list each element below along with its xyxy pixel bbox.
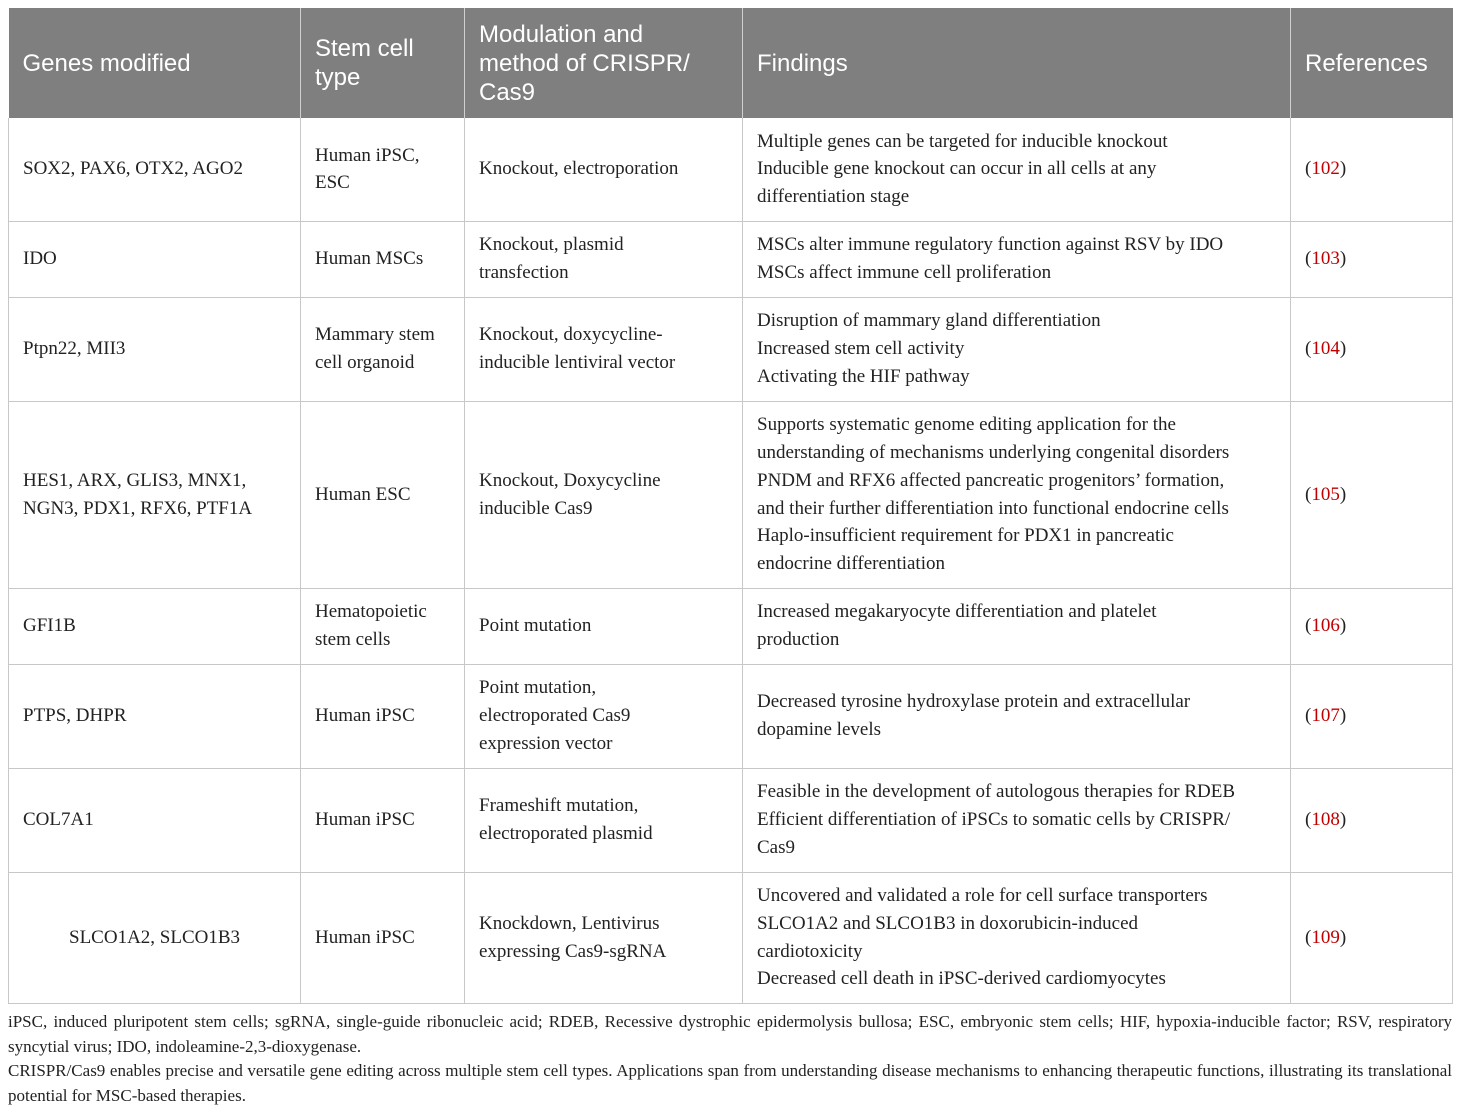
reference-link[interactable]: 109 bbox=[1311, 926, 1340, 948]
reference-link[interactable]: 102 bbox=[1311, 158, 1340, 180]
crispr-stem-cell-table bbox=[8, 8, 1453, 1004]
cell-method: Knockout, plasmid transfection bbox=[465, 221, 743, 297]
cell-method: Knockdown, Lentivirus expressing Cas9-sgRNA bbox=[465, 872, 743, 1003]
header-genes-modified: Genes modified bbox=[9, 8, 301, 118]
summary-footnote: CRISPR/Cas9 enables precise and versatile gene editing across multiple stem cell types. Applications span from understanding disease mechanisms to enhancing therapeutic functions, illustrating its translational potential for MSC-based therapies. bbox=[8, 1061, 1452, 1105]
cell-genes: SOX2, PAX6, OTX2, AGO2 bbox=[9, 118, 301, 221]
cell-reference: (109) bbox=[1291, 872, 1453, 1003]
cell-reference: (104) bbox=[1291, 297, 1453, 401]
cell-findings: Multiple genes can be targeted for inducible knockout Inducible gene knockout can occur in all cells at any differentiation stage bbox=[743, 118, 1291, 221]
cell-stem-cell-type: Mammary stem cell organoid bbox=[301, 297, 465, 401]
cell-stem-cell-type: Hematopoietic stem cells bbox=[301, 588, 465, 664]
table-row bbox=[9, 768, 1453, 872]
table-row bbox=[9, 588, 1453, 664]
cell-findings: Feasible in the development of autologous therapies for RDEB Efficient differentiation of iPSCs to somatic cells by CRISPR/ Cas9 bbox=[743, 768, 1291, 872]
table-footnotes bbox=[8, 1010, 1452, 1108]
cell-method: Knockout, Doxycycline inducible Cas9 bbox=[465, 401, 743, 588]
cell-genes: SLCO1A2, SLCO1B3 bbox=[9, 872, 301, 1003]
cell-method: Knockout, doxycycline- inducible lentiviral vector bbox=[465, 297, 743, 401]
cell-method: Point mutation bbox=[465, 588, 743, 664]
cell-reference: (106) bbox=[1291, 588, 1453, 664]
table-row bbox=[9, 297, 1453, 401]
cell-method: Point mutation, electroporated Cas9 expression vector bbox=[465, 664, 743, 768]
cell-stem-cell-type: Human ESC bbox=[301, 401, 465, 588]
cell-findings: Uncovered and validated a role for cell surface transporters SLCO1A2 and SLCO1B3 in doxorubicin-induced cardiotoxicity Decreased cell death in iPSC-derived cardiomyocytes bbox=[743, 872, 1291, 1003]
cell-stem-cell-type: Human iPSC bbox=[301, 768, 465, 872]
cell-findings: Decreased tyrosine hydroxylase protein and extracellular dopamine levels bbox=[743, 664, 1291, 768]
table-header-row bbox=[9, 8, 1453, 118]
cell-findings: Increased megakaryocyte differentiation and platelet production bbox=[743, 588, 1291, 664]
cell-stem-cell-type: Human iPSC bbox=[301, 664, 465, 768]
cell-stem-cell-type: Human MSCs bbox=[301, 221, 465, 297]
cell-reference: (103) bbox=[1291, 221, 1453, 297]
cell-reference: (105) bbox=[1291, 401, 1453, 588]
reference-link[interactable]: 105 bbox=[1311, 483, 1340, 505]
cell-reference: (107) bbox=[1291, 664, 1453, 768]
cell-reference: (108) bbox=[1291, 768, 1453, 872]
reference-link[interactable]: 107 bbox=[1311, 705, 1340, 727]
table-container bbox=[8, 8, 1452, 1004]
cell-genes: GFI1B bbox=[9, 588, 301, 664]
reference-link[interactable]: 103 bbox=[1311, 248, 1340, 270]
cell-findings: Supports systematic genome editing application for the understanding of mechanisms underlying congenital disorders PNDM and RFX6 affected pancreatic progenitors’ formation, and their further differentiation into functional endocrine cells Haplo-insufficient requirement for PDX1 in pancreatic endocrine differentiation bbox=[743, 401, 1291, 588]
table-row bbox=[9, 872, 1453, 1003]
abbreviations-footnote: iPSC, induced pluripotent stem cells; sgRNA, single-guide ribonucleic acid; RDEB, Recessive dystrophic epidermolysis bullosa; ESC, embryonic stem cells; HIF, hypoxia-inducible factor; RSV, respiratory syncytial virus; IDO, indoleamine-2,3-dioxygenase. bbox=[8, 1012, 1452, 1056]
cell-stem-cell-type: Human iPSC, ESC bbox=[301, 118, 465, 221]
cell-findings: MSCs alter immune regulatory function against RSV by IDO MSCs affect immune cell proliferation bbox=[743, 221, 1291, 297]
header-findings: Findings bbox=[743, 8, 1291, 118]
cell-genes: PTPS, DHPR bbox=[9, 664, 301, 768]
cell-method: Frameshift mutation, electroporated plasmid bbox=[465, 768, 743, 872]
table-row bbox=[9, 664, 1453, 768]
cell-genes: Ptpn22, MII3 bbox=[9, 297, 301, 401]
cell-genes: COL7A1 bbox=[9, 768, 301, 872]
header-stem-cell-type: Stem cell type bbox=[301, 8, 465, 118]
cell-reference: (102) bbox=[1291, 118, 1453, 221]
reference-link[interactable]: 106 bbox=[1311, 615, 1340, 637]
cell-method: Knockout, electroporation bbox=[465, 118, 743, 221]
header-modulation-method: Modulation and method of CRISPR/ Cas9 bbox=[465, 8, 743, 118]
table-row bbox=[9, 401, 1453, 588]
cell-findings: Disruption of mammary gland differentiation Increased stem cell activity Activating the HIF pathway bbox=[743, 297, 1291, 401]
table-row bbox=[9, 221, 1453, 297]
header-references: References bbox=[1291, 8, 1453, 118]
cell-genes: IDO bbox=[9, 221, 301, 297]
cell-stem-cell-type: Human iPSC bbox=[301, 872, 465, 1003]
cell-genes: HES1, ARX, GLIS3, MNX1, NGN3, PDX1, RFX6, PTF1A bbox=[9, 401, 301, 588]
table-row bbox=[9, 118, 1453, 221]
reference-link[interactable]: 108 bbox=[1311, 809, 1340, 831]
reference-link[interactable]: 104 bbox=[1311, 338, 1340, 360]
